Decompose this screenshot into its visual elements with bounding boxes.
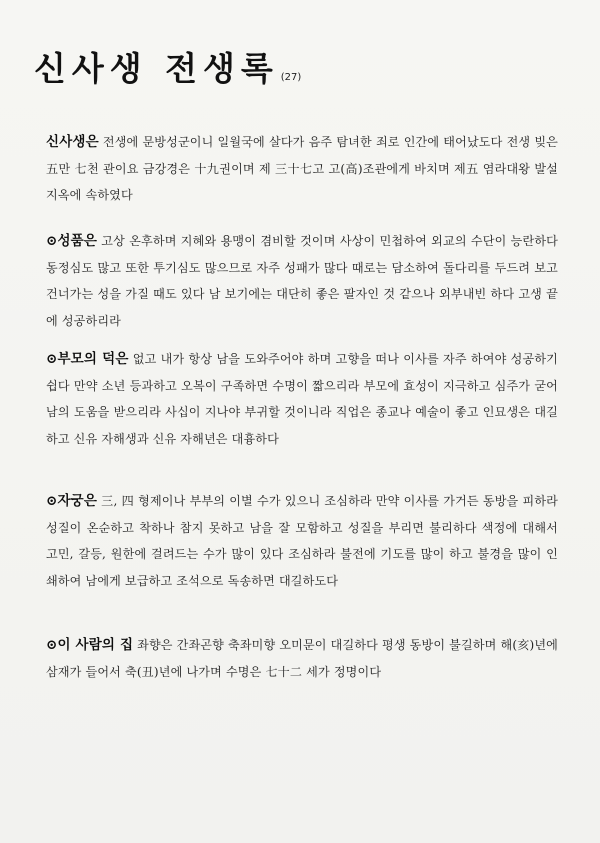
section-body: 없고 내가 항상 남을 도와주어야 하며 고향을 떠나 이사를 자주 하여야 성공하기 쉽다 만약 소년 등과하고 오복이 구족하면 수명이 짧으리라 부모에 효성이 지극하고 심주가 굳어 남의 도움을 받으리라 사십이 지나야 부귀할 것이니라 직업은 종교나 예술이 좋고 인묘생은 대길하고 신유 자해생과 신유 자해년은 대흉하다 [46,352,558,446]
section-heading: 신사생은 [46,134,99,150]
page-number: (27) [280,72,302,83]
section-body: 좌향은 간좌곤향 축좌미향 오미문이 대길하다 평생 동방이 불길하며 해(亥)년에 삼재가 들어서 축(丑)년에 나가며 수명은 七十二 세가 정명이다 [46,638,558,679]
section-body: 전생에 문방성군이니 일월국에 살다가 음주 탐녀한 죄로 인간에 태어났도다 전생 빚은 五만 七천 관이요 금강경은 十九권이며 제 三十七고 고(高)조관에게 바치며 제五 염라대왕 발설지옥에 속하였다 [46,135,558,202]
page-title: 신사생 전생록 [34,49,279,88]
section-parents [46,346,558,452]
section-children [46,488,558,594]
section-house [46,632,558,685]
section-body: 三, 四 형제이나 부부의 이별 수가 있으니 조심하라 만약 이사를 가거든 동방을 피하라 성질이 온순하고 착하나 참지 못하고 남을 잘 모함하고 성질을 부리면 불리하다 색정에 대해서 고민, 갈등, 원한에 걸려드는 수가 많이 있다 조심하라 불전에 기도를 많이 하고 불경을 많이 인쇄하여 남에게 보급하고 조석으로 독송하면 대길하도다 [46,494,558,588]
section-heading: ⊙성품은 [46,233,98,249]
section-previous-life [46,129,558,209]
section-heading: ⊙이 사람의 집 [46,637,134,653]
title-row [34,49,302,88]
section-heading: ⊙부모의 덕은 [46,351,129,367]
section-personality [46,228,558,334]
section-heading: ⊙자궁은 [46,493,98,509]
section-body: 고상 온후하며 지혜와 용맹이 겸비할 것이며 사상이 민첩하여 외교의 수단이 능란하다 동정심도 많고 또한 투기심도 많으므로 자주 성패가 많다 때로는 담소하여 돌다리를 두드려 보고 건너가는 성을 가질 때도 있다 남 보기에는 대단히 좋은 팔자인 것 같으나 외부내빈 하다 고생 끝에 성공하리라 [46,234,558,328]
